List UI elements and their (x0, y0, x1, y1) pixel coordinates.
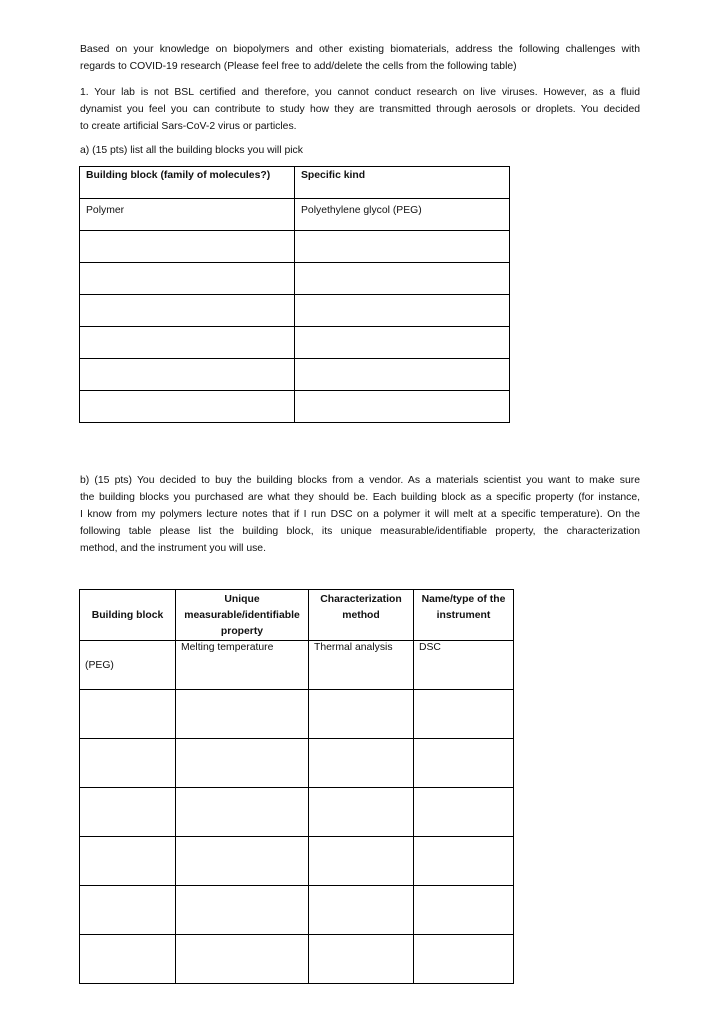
part-b-line: following table please list the building block, its unique measurable/identifiable property, the characterization (80, 526, 640, 537)
table-cell[interactable]: Polymer (80, 199, 295, 231)
table-cell[interactable] (80, 935, 176, 984)
question-1-line: to create artificial Sars-CoV-2 virus or particles. (80, 121, 297, 132)
table-row (80, 327, 510, 359)
table-cell[interactable] (295, 359, 510, 391)
table-row (80, 886, 514, 935)
table-row (80, 295, 510, 327)
table-row (80, 837, 514, 886)
table-cell[interactable] (414, 837, 514, 886)
table-cell[interactable] (309, 788, 414, 837)
part-b-line: method, and the instrument you will use. (80, 543, 266, 554)
table-cell[interactable]: DSC (414, 641, 514, 690)
table-cell[interactable] (309, 935, 414, 984)
table-row (80, 739, 514, 788)
column-header-building-block: Building block (family of molecules?) (80, 167, 295, 199)
table-cell[interactable] (176, 935, 309, 984)
column-header-unique-property: Unique measurable/identifiable property (176, 590, 309, 641)
table-cell[interactable] (414, 935, 514, 984)
column-header-building-block: Building block (80, 590, 176, 641)
table-cell[interactable] (176, 788, 309, 837)
table-cell[interactable] (414, 886, 514, 935)
table-row (80, 359, 510, 391)
table-cell[interactable] (80, 788, 176, 837)
characterization-table (79, 589, 514, 984)
intro-paragraph (80, 41, 640, 75)
table-cell[interactable] (176, 886, 309, 935)
table-row (80, 391, 510, 423)
table-cell[interactable] (309, 886, 414, 935)
question-1-line: dynamist you feel you can contribute to study how they are transmitted through aerosols or droplets. You decided (80, 104, 640, 115)
column-header-specific-kind: Specific kind (295, 167, 510, 199)
table-row (80, 788, 514, 837)
table-cell[interactable] (80, 231, 295, 263)
table-cell[interactable] (414, 690, 514, 739)
table-cell[interactable] (80, 739, 176, 788)
part-b-line: I know from my polymers lecture notes that if I run DSC on a polymer it will melt at a specific temperature). On the (80, 509, 640, 520)
part-b-line: b) (15 pts) You decided to buy the building blocks from a vendor. As a materials scientist you want to make sure (80, 475, 640, 486)
table-cell[interactable] (80, 327, 295, 359)
intro-line: Based on your knowledge on biopolymers and other existing biomaterials, address the following challenges with (80, 44, 640, 55)
intro-line: regards to COVID-19 research (Please feel free to add/delete the cells from the following table) (80, 61, 517, 72)
part-b-paragraph (80, 472, 640, 557)
table-cell[interactable] (295, 327, 510, 359)
table-cell[interactable] (414, 788, 514, 837)
question-1-paragraph (80, 84, 640, 135)
table-cell[interactable] (309, 837, 414, 886)
table-cell[interactable] (295, 391, 510, 423)
table-cell[interactable] (295, 263, 510, 295)
table-cell[interactable]: Melting temperature (176, 641, 309, 690)
table-cell[interactable] (80, 886, 176, 935)
table-cell[interactable] (80, 263, 295, 295)
table-cell[interactable] (176, 837, 309, 886)
table-row (80, 690, 514, 739)
table-cell[interactable] (80, 359, 295, 391)
table-header-row (80, 167, 510, 199)
building-blocks-table (79, 166, 510, 423)
table-cell[interactable] (295, 295, 510, 327)
table-cell[interactable] (309, 739, 414, 788)
table-cell[interactable] (295, 231, 510, 263)
table-cell[interactable] (414, 739, 514, 788)
table-row (80, 263, 510, 295)
table-row (80, 641, 514, 690)
table-cell[interactable] (80, 837, 176, 886)
column-header-instrument: Name/type of the instrument (414, 590, 514, 641)
table-row (80, 935, 514, 984)
part-a-prompt: a) (15 pts) list all the building blocks you will pick (80, 145, 303, 156)
table-cell[interactable] (176, 739, 309, 788)
table-cell[interactable] (80, 391, 295, 423)
table-cell[interactable]: Thermal analysis (309, 641, 414, 690)
table-cell[interactable] (176, 690, 309, 739)
table-header-row (80, 590, 514, 641)
part-b-line: the building blocks you purchased are what they should be. Each building block as a specific property (for instance, (80, 492, 640, 503)
table-cell[interactable]: Polyethylene glycol (PEG) (295, 199, 510, 231)
table-row (80, 199, 510, 231)
table-cell[interactable]: (PEG) (80, 641, 176, 690)
column-header-characterization-method: Characterization method (309, 590, 414, 641)
table-cell[interactable] (80, 295, 295, 327)
table-row (80, 231, 510, 263)
table-cell[interactable] (80, 690, 176, 739)
table-cell[interactable] (309, 690, 414, 739)
question-1-line: 1. Your lab is not BSL certified and therefore, you cannot conduct research on live viruses. However, as a fluid (80, 87, 640, 98)
